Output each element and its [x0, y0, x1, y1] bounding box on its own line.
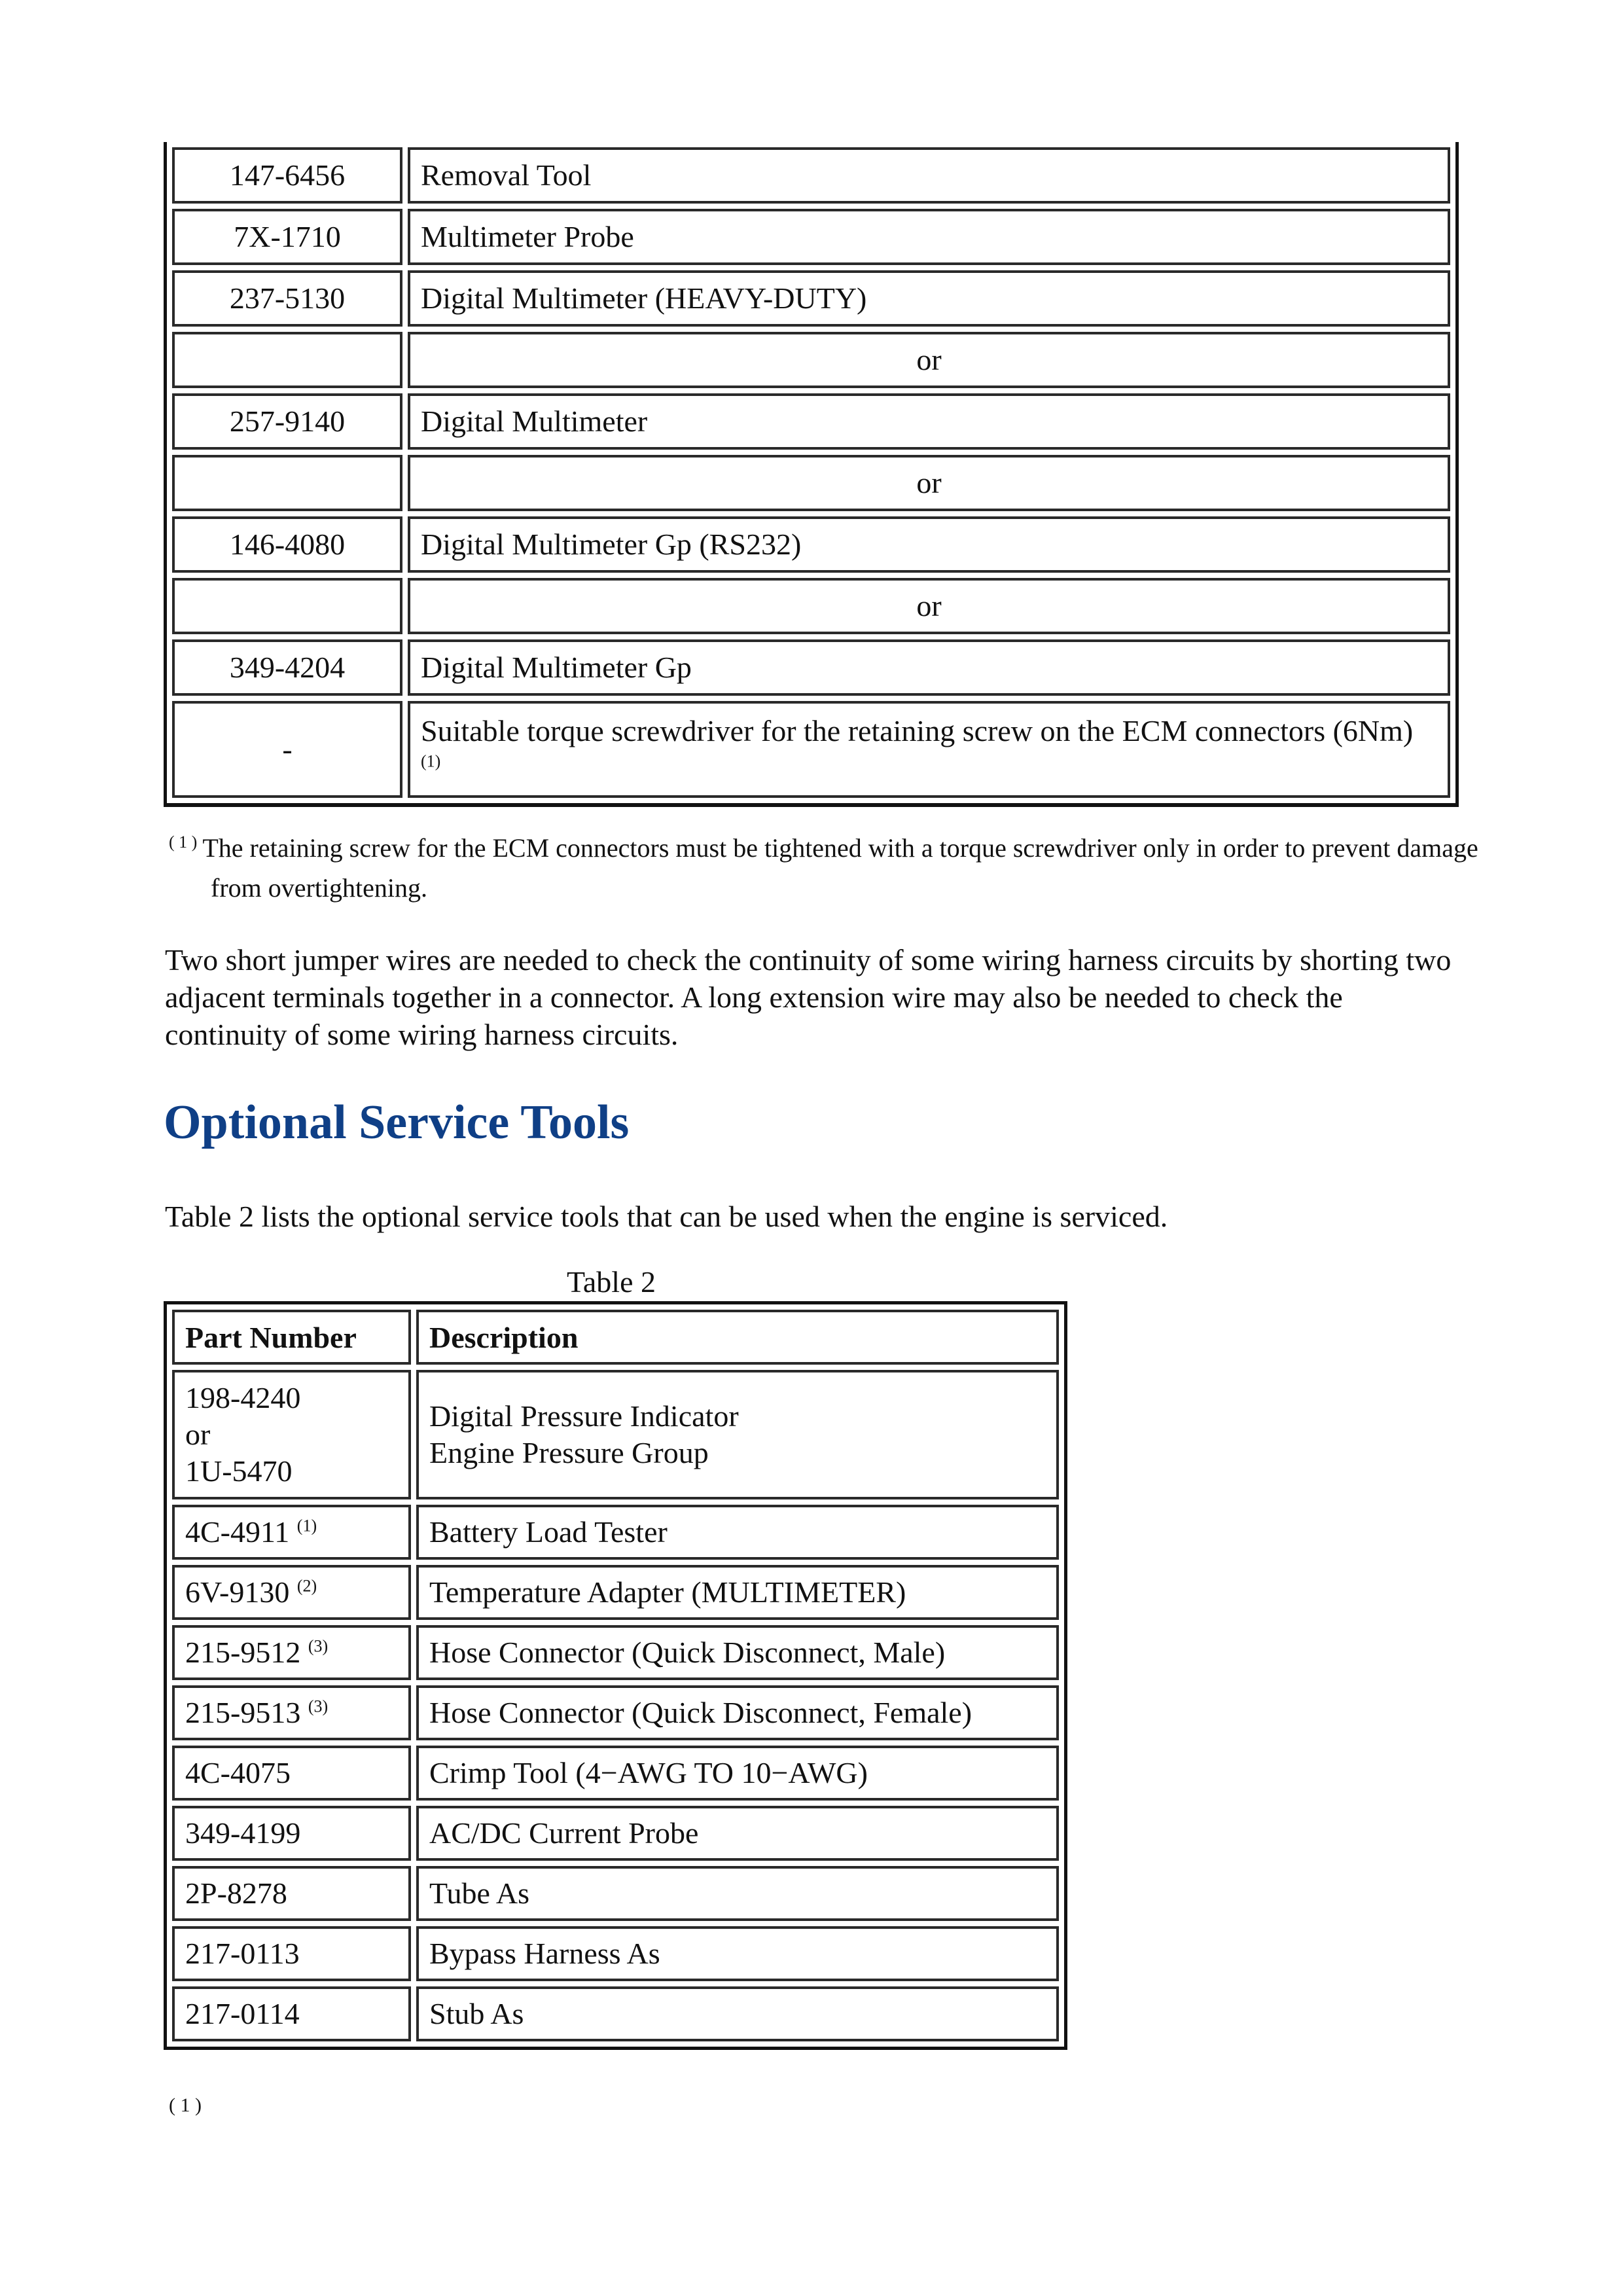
description-cell: Bypass Harness As: [416, 1926, 1059, 1981]
description-cell: Stub As: [416, 1986, 1059, 2041]
part-number: 198-4240: [185, 1381, 301, 1414]
part-number-cell: 257-9140: [172, 393, 402, 450]
part-number-cell: [172, 1685, 411, 1740]
table-row: [172, 1986, 1059, 2041]
table-row: [172, 639, 1450, 696]
description-cell: [416, 1370, 1059, 1499]
table-row: [172, 1565, 1059, 1620]
part-number-cell: [172, 1370, 411, 1499]
or-text: or: [185, 1418, 211, 1451]
jumper-wires-paragraph: Two short jumper wires are needed to check the continuity of some wiring harness circuits by shorting two adjacent terminals together in a connector. A long extension wire may also be needed to check the continuity of some wiring harness circuits.: [165, 943, 1452, 1051]
section-intro: Table 2 lists the optional service tools that can be used when the engine is serviced.: [165, 1200, 1168, 1233]
description-cell: Battery Load Tester: [416, 1505, 1059, 1560]
description-cell: Multimeter Probe: [408, 209, 1450, 265]
part-number: 215-9512: [185, 1636, 301, 1669]
description-cell: Digital Multimeter Gp (RS232): [408, 516, 1450, 573]
table-row: [172, 393, 1450, 450]
table-row: [172, 1685, 1059, 1740]
footnote-reference[interactable]: (3): [308, 1636, 329, 1656]
description-cell: Hose Connector (Quick Disconnect, Male): [416, 1625, 1059, 1680]
part-number-cell: [172, 332, 402, 388]
part-number-cell: 7X-1710: [172, 209, 402, 265]
or-cell: or: [408, 455, 1450, 511]
table-row: [172, 1866, 1059, 1921]
part-number-cell: [172, 1505, 411, 1560]
table-header-row: [172, 1310, 1059, 1365]
part-number-cell: -: [172, 701, 402, 798]
section-heading: Optional Service Tools: [164, 1096, 630, 1149]
description-cell: Digital Multimeter (HEAVY-DUTY): [408, 270, 1450, 327]
part-number-cell: 4C-4075: [172, 1746, 411, 1801]
part-number-cell: 237-5130: [172, 270, 402, 327]
part-number: 4C-4911: [185, 1515, 290, 1549]
table-row: [172, 1505, 1059, 1560]
part-number-cell: 147-6456: [172, 147, 402, 204]
part-number: 1U-5470: [185, 1454, 293, 1488]
part-number-cell: [172, 455, 402, 511]
table-row: [172, 1625, 1059, 1680]
column-header-part-number: Part Number: [172, 1310, 411, 1365]
optional-tools-table: [164, 1301, 1067, 2050]
part-number: 215-9513: [185, 1696, 301, 1729]
description-cell: Digital Multimeter: [408, 393, 1450, 450]
footnote-reference[interactable]: (3): [308, 1696, 329, 1716]
part-number: 6V-9130: [185, 1575, 290, 1609]
table-row: [172, 1746, 1059, 1801]
table-row: [172, 701, 1450, 798]
part-number-cell: 2P-8278: [172, 1866, 411, 1921]
part-number-cell: 217-0113: [172, 1926, 411, 1981]
part-number-cell: [172, 578, 402, 634]
description-cell: [408, 701, 1450, 798]
description-cell: Tube As: [416, 1866, 1059, 1921]
table-row: [172, 209, 1450, 265]
description-line: Digital Pressure Indicator: [429, 1399, 739, 1433]
description-cell: Hose Connector (Quick Disconnect, Female): [416, 1685, 1059, 1740]
part-number-cell: 217-0114: [172, 1986, 411, 2041]
footnote-marker: ( 1 ): [169, 833, 198, 852]
table-row: [172, 1370, 1059, 1499]
table-row: [172, 1926, 1059, 1981]
description-cell: Removal Tool: [408, 147, 1450, 204]
footnote-reference[interactable]: (1): [421, 751, 441, 771]
part-number-cell: 349-4199: [172, 1806, 411, 1861]
table-row: [172, 516, 1450, 573]
or-cell: or: [408, 332, 1450, 388]
description-cell: Temperature Adapter (MULTIMETER): [416, 1565, 1059, 1620]
part-number-cell: 349-4204: [172, 639, 402, 696]
footnote-text: The retaining screw for the ECM connectors must be tightened with a torque screwdriver only in order to prevent damage from overtightening.: [202, 833, 1478, 903]
footnote-reference[interactable]: (1): [296, 1516, 317, 1535]
description-text: Suitable torque screwdriver for the retaining screw on the ECM connectors (6Nm): [421, 714, 1414, 747]
description-line: Engine Pressure Group: [429, 1436, 709, 1469]
table2-caption: Table 2: [567, 1265, 656, 1299]
table-row-or: [172, 578, 1450, 634]
footnote-reference[interactable]: (2): [296, 1576, 317, 1596]
column-header-description: Description: [416, 1310, 1059, 1365]
or-cell: or: [408, 578, 1450, 634]
description-cell: Digital Multimeter Gp: [408, 639, 1450, 696]
part-number-cell: [172, 1565, 411, 1620]
table1-footnote: [169, 830, 1513, 906]
required-tools-table: [164, 142, 1459, 807]
table-row-or: [172, 332, 1450, 388]
part-number-cell: [172, 1625, 411, 1680]
table-row: [172, 1806, 1059, 1861]
description-cell: AC/DC Current Probe: [416, 1806, 1059, 1861]
table2-footnote-marker: ( 1 ): [169, 2094, 202, 2116]
table-row: [172, 270, 1450, 327]
table-row: [172, 147, 1450, 204]
part-number-cell: 146-4080: [172, 516, 402, 573]
description-cell: Crimp Tool (4−AWG TO 10−AWG): [416, 1746, 1059, 1801]
table-row-or: [172, 455, 1450, 511]
